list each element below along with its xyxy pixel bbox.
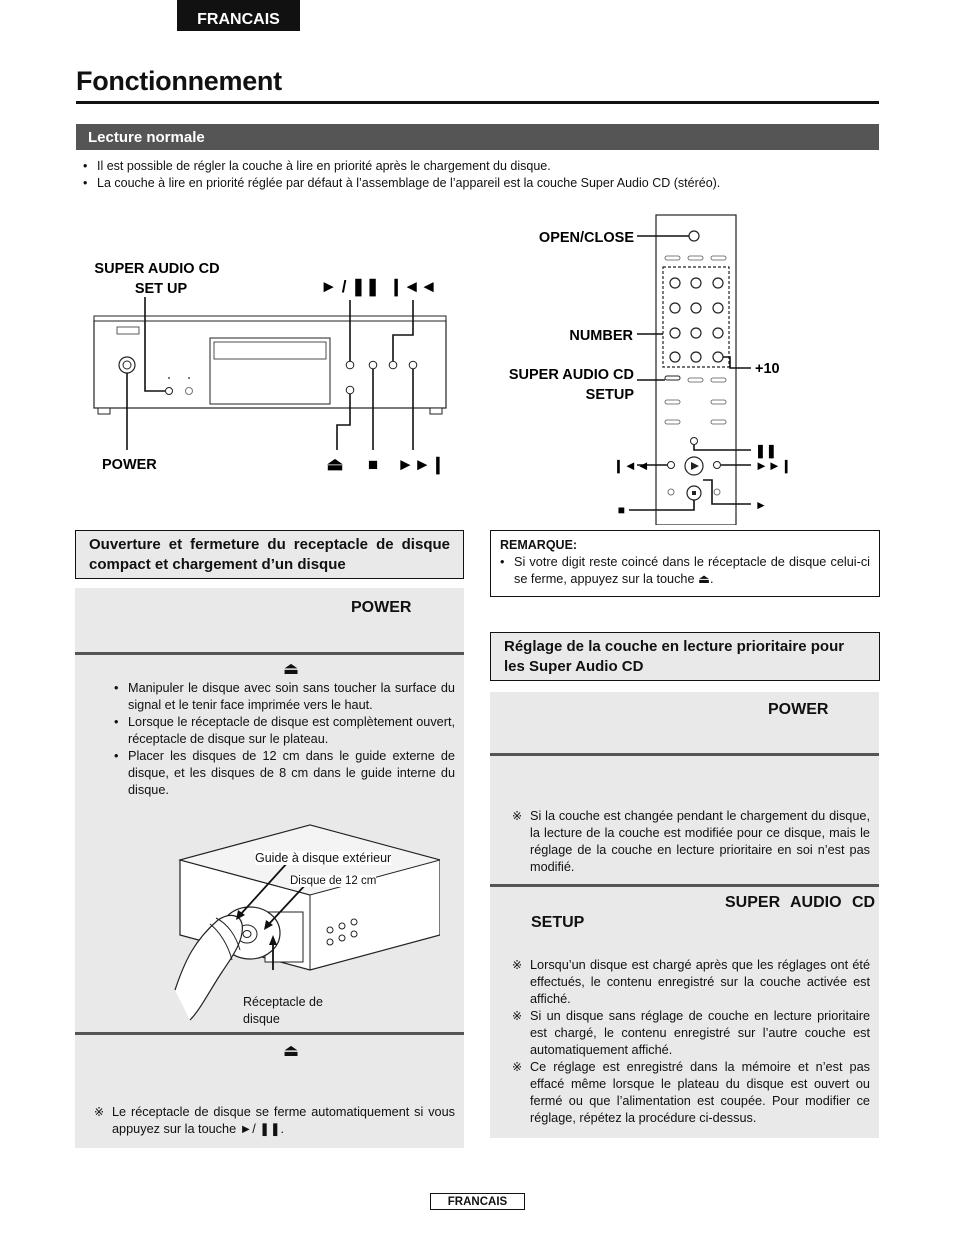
right-step-3-note: ※ Si un disque sans réglage de couche en lecture prioritaire est chargé, le contenu enregistré sur l’autre couche est automatiquement affiché.: [512, 1008, 870, 1059]
right-step-2-note: ※ Si la couche est changée pendant le chargement du disque, la lecture de la couche est modifiée pour ce disque, mais le réglage de la couche en lecture prioritaire en soi n’est pas modifié.: [512, 808, 870, 876]
right-step-2-panel: [490, 756, 879, 884]
eject-button-icon: [346, 386, 354, 394]
step-2-panel: [75, 655, 464, 1032]
player-front-diagram: [85, 250, 455, 480]
open-close-button-icon: [689, 231, 699, 241]
remote-setup-button-icon: [665, 376, 680, 380]
remote-prev-button-icon: [668, 462, 675, 469]
step-2-bullet: • Lorsque le réceptacle de disque est complètement ouvert, réceptacle de disque sur le plateau.: [114, 714, 455, 748]
setup-button-icon: [166, 388, 173, 395]
stop-button-icon: [369, 361, 377, 369]
outer-guide-label: Guide à disque extérieur: [255, 851, 392, 865]
play-pause-button-icon: [346, 361, 354, 369]
remote-pause-label: ❚❚: [755, 443, 777, 458]
step-3-eject-key: ⏏: [283, 1041, 300, 1060]
remote-pause-button-icon: [691, 438, 698, 445]
setup-label-line2: SET UP: [134, 281, 188, 297]
remote-stop-label: ■: [617, 503, 625, 517]
remark-item: • Si votre digit reste coincé dans le réceptacle de disque celui-ci se ferme, appuyez sur la touche ⏏.: [500, 554, 870, 588]
right-step-3-panel: [490, 887, 879, 1138]
page-title: Fonctionnement: [76, 66, 282, 96]
intro-bullet: • La couche à lire en priorité réglée par défaut à l’assemblage de l’appareil est la couche Super Audio CD (stéréo).: [83, 175, 873, 192]
step-2-bullets: [114, 680, 455, 799]
step-2-bullet: • Manipuler le disque avec soin sans toucher la surface du signal et le tenir face imprimée vers le haut.: [114, 680, 455, 714]
step-2-eject-key: ⏏: [283, 659, 300, 678]
language-tab: FRANCAIS: [177, 0, 300, 31]
section-title-bar: Lecture normale: [76, 124, 879, 150]
remark-title: REMARQUE:: [500, 538, 578, 552]
right-section-heading: Réglage de la couche en lecture prioritaire pour les Super Audio CD: [490, 632, 880, 681]
right-step-3-notes: [512, 957, 870, 1127]
next-label: ►►❙: [397, 455, 445, 474]
play-pause-label: ► / ❚❚: [320, 277, 380, 296]
tray-label: Réceptacle de: [243, 995, 323, 1009]
next-button-icon: [409, 361, 417, 369]
remark-box: [490, 530, 880, 597]
step-3-panel: [75, 1035, 464, 1148]
step-3-notes: [94, 1104, 455, 1138]
power-label: POWER: [102, 457, 157, 473]
right-step-2-notes: [512, 808, 870, 876]
setup-label: SUPER AUDIO CD: [94, 261, 220, 277]
step-1-key: POWER: [351, 599, 412, 616]
right-step-3-key-line2: SETUP: [531, 914, 585, 931]
plus10-label: +10: [755, 361, 780, 377]
eject-label: ⏏: [326, 454, 344, 474]
power-button-icon: [119, 357, 135, 373]
remote-prev-label: ❙◄◄: [613, 458, 650, 473]
step-3-note: ※ Le réceptacle de disque se ferme automatiquement si vous appuyez sur la touche ►/ ❚❚.: [94, 1104, 455, 1138]
right-step-1-key: POWER: [768, 701, 829, 718]
open-close-label: OPEN/CLOSE: [538, 230, 634, 246]
left-section-heading: Ouverture et fermeture du receptacle de disque compact et chargement d’un disque: [75, 530, 464, 579]
remark-list: [500, 554, 870, 588]
right-step-3-key: SUPER AUDIO CD: [725, 894, 876, 911]
remote-next-button-icon: [714, 462, 721, 469]
stop-label: ■: [367, 455, 379, 474]
footer-language-label: FRANCAIS: [430, 1193, 525, 1210]
disc-size-label: Disque de 12 cm: [290, 875, 377, 887]
right-step-3-note: ※ Ce réglage est enregistré dans la mémoire et n’est pas effacé même lorsque le plateau du disque est ouvert ou fermé ou que l’alimentation est coupée. Pour modifier ce réglage, répétez la procédure ci-dessus.: [512, 1059, 870, 1127]
prev-button-icon: [389, 361, 397, 369]
number-label: NUMBER: [569, 328, 633, 344]
remote-setup-label-line2: SETUP: [585, 387, 634, 403]
prev-label: ❙◄◄: [389, 277, 437, 296]
step-1-panel: [75, 588, 464, 652]
right-step-3-note: ※ Lorsqu’un disque est chargé après que les réglages ont été effectués, le contenu enregistré sur la couche activée est affiché.: [512, 957, 870, 1008]
intro-bullet: • Il est possible de régler la couche à lire en priorité après le chargement du disque.: [83, 158, 873, 175]
remote-play-label: ►: [755, 498, 767, 512]
step-2-bullet: • Placer les disques de 12 cm dans le guide externe de disque, et les disques de 8 cm dans le guide interne du disque.: [114, 748, 455, 799]
remote-next-label: ►►❙: [755, 458, 792, 473]
remote-diagram: [505, 210, 795, 525]
remote-body: [656, 215, 736, 525]
intro-bullets: [83, 158, 873, 192]
remote-setup-label: SUPER AUDIO CD: [508, 367, 634, 383]
right-step-1-panel: [490, 692, 879, 753]
tray-label-line2: disque: [243, 1012, 280, 1026]
title-rule: [76, 101, 879, 104]
